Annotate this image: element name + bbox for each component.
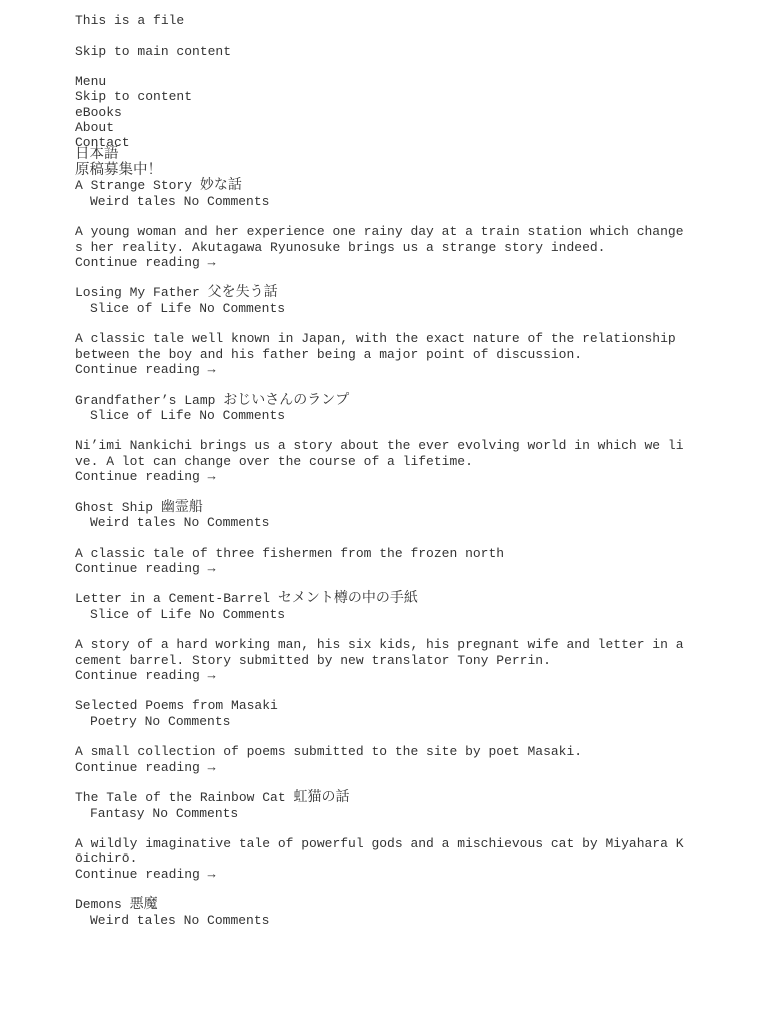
continue-reading-link[interactable]: Continue reading → (75, 759, 216, 775)
page-content (75, 13, 695, 928)
post-category-link[interactable]: Weird tales (90, 193, 176, 209)
post-item (75, 393, 695, 485)
site-navigation (75, 74, 695, 178)
post-category-link[interactable]: Fantasy (90, 805, 145, 821)
nav-item-about[interactable]: About (75, 120, 115, 136)
post-comments-link[interactable]: No Comments (144, 713, 231, 729)
post-comments-link[interactable]: No Comments (199, 407, 286, 423)
post-item (75, 897, 695, 928)
post-title-link[interactable]: Letter in a Cement-Barrel セメント樽の中の手紙 (75, 590, 418, 607)
post-item (75, 178, 695, 270)
nav-item-submissions[interactable]: 原稿募集中！ (75, 162, 162, 179)
nav-item-japanese[interactable]: 日本語 (75, 146, 119, 163)
post-excerpt: A wildly imaginative tale of powerful gods and a mischievous cat by Miyahara Kōichirō. (75, 836, 684, 867)
post-item (75, 790, 695, 882)
post-excerpt: A young woman and her experience one rainy day at a train station which changes her reality. Akutagawa Ryunosuke brings us a strange story indeed. (75, 224, 684, 255)
post-comments-link[interactable]: No Comments (199, 300, 286, 316)
skip-to-content-link[interactable]: Skip to content (75, 89, 193, 105)
post-list (75, 178, 695, 928)
post-comments-link[interactable]: No Comments (183, 514, 270, 530)
continue-reading-link[interactable]: Continue reading → (75, 361, 216, 377)
continue-reading-link[interactable]: Continue reading → (75, 667, 216, 683)
post-title-link[interactable]: Grandfather’s Lamp おじいさんのランプ (75, 391, 350, 408)
post-item (75, 285, 695, 377)
nav-item-ebooks[interactable]: eBooks (75, 104, 122, 120)
continue-reading-link[interactable]: Continue reading → (75, 469, 216, 485)
post-category-link[interactable]: Slice of Life (90, 407, 192, 423)
post-category-link[interactable]: Weird tales (90, 912, 176, 928)
post-title-link[interactable]: Ghost Ship 幽霊船 (75, 498, 203, 515)
post-excerpt: A classic tale well known in Japan, with the exact nature of the relationship between the boy and his father being a major point of discussion. (75, 331, 676, 362)
post-comments-link[interactable]: No Comments (199, 606, 286, 622)
file-notice: This is a file (75, 13, 185, 28)
post-category-link[interactable]: Slice of Life (90, 300, 192, 316)
post-category-link[interactable]: Slice of Life (90, 606, 192, 622)
post-title-link[interactable]: Demons 悪魔 (75, 896, 158, 913)
post-excerpt: Ni’imi Nankichi brings us a story about the ever evolving world in which we live. A lot can change over the course of a lifetime. (75, 438, 684, 469)
post-title-link[interactable]: Losing My Father 父を失う話 (75, 284, 278, 301)
post-excerpt: A small collection of poems submitted to the site by poet Masaki. (75, 744, 583, 760)
post-title-link[interactable]: The Tale of the Rainbow Cat 虹猫の話 (75, 789, 350, 806)
nav-item-contact[interactable]: Contact (75, 135, 130, 151)
post-title-link[interactable]: A Strange Story 妙な話 (75, 177, 242, 194)
skip-to-main-link[interactable]: Skip to main content (75, 43, 232, 59)
post-excerpt: A classic tale of three fishermen from the frozen north (75, 545, 505, 561)
continue-reading-link[interactable]: Continue reading → (75, 866, 216, 882)
menu-toggle[interactable]: Menu (75, 74, 107, 90)
post-comments-link[interactable]: No Comments (152, 805, 239, 821)
continue-reading-link[interactable]: Continue reading → (75, 254, 216, 270)
post-item (75, 500, 695, 576)
post-item (75, 591, 695, 683)
post-title-link[interactable]: Selected Poems from Masaki (75, 698, 278, 714)
post-category-link[interactable]: Poetry (90, 713, 137, 729)
post-comments-link[interactable]: No Comments (183, 912, 270, 928)
continue-reading-link[interactable]: Continue reading → (75, 560, 216, 576)
post-item (75, 698, 695, 774)
post-category-link[interactable]: Weird tales (90, 514, 176, 530)
post-comments-link[interactable]: No Comments (183, 193, 270, 209)
post-excerpt: A story of a hard working man, his six kids, his pregnant wife and letter in a cement barrel. Story submitted by new translator Tony Perrin. (75, 637, 684, 668)
